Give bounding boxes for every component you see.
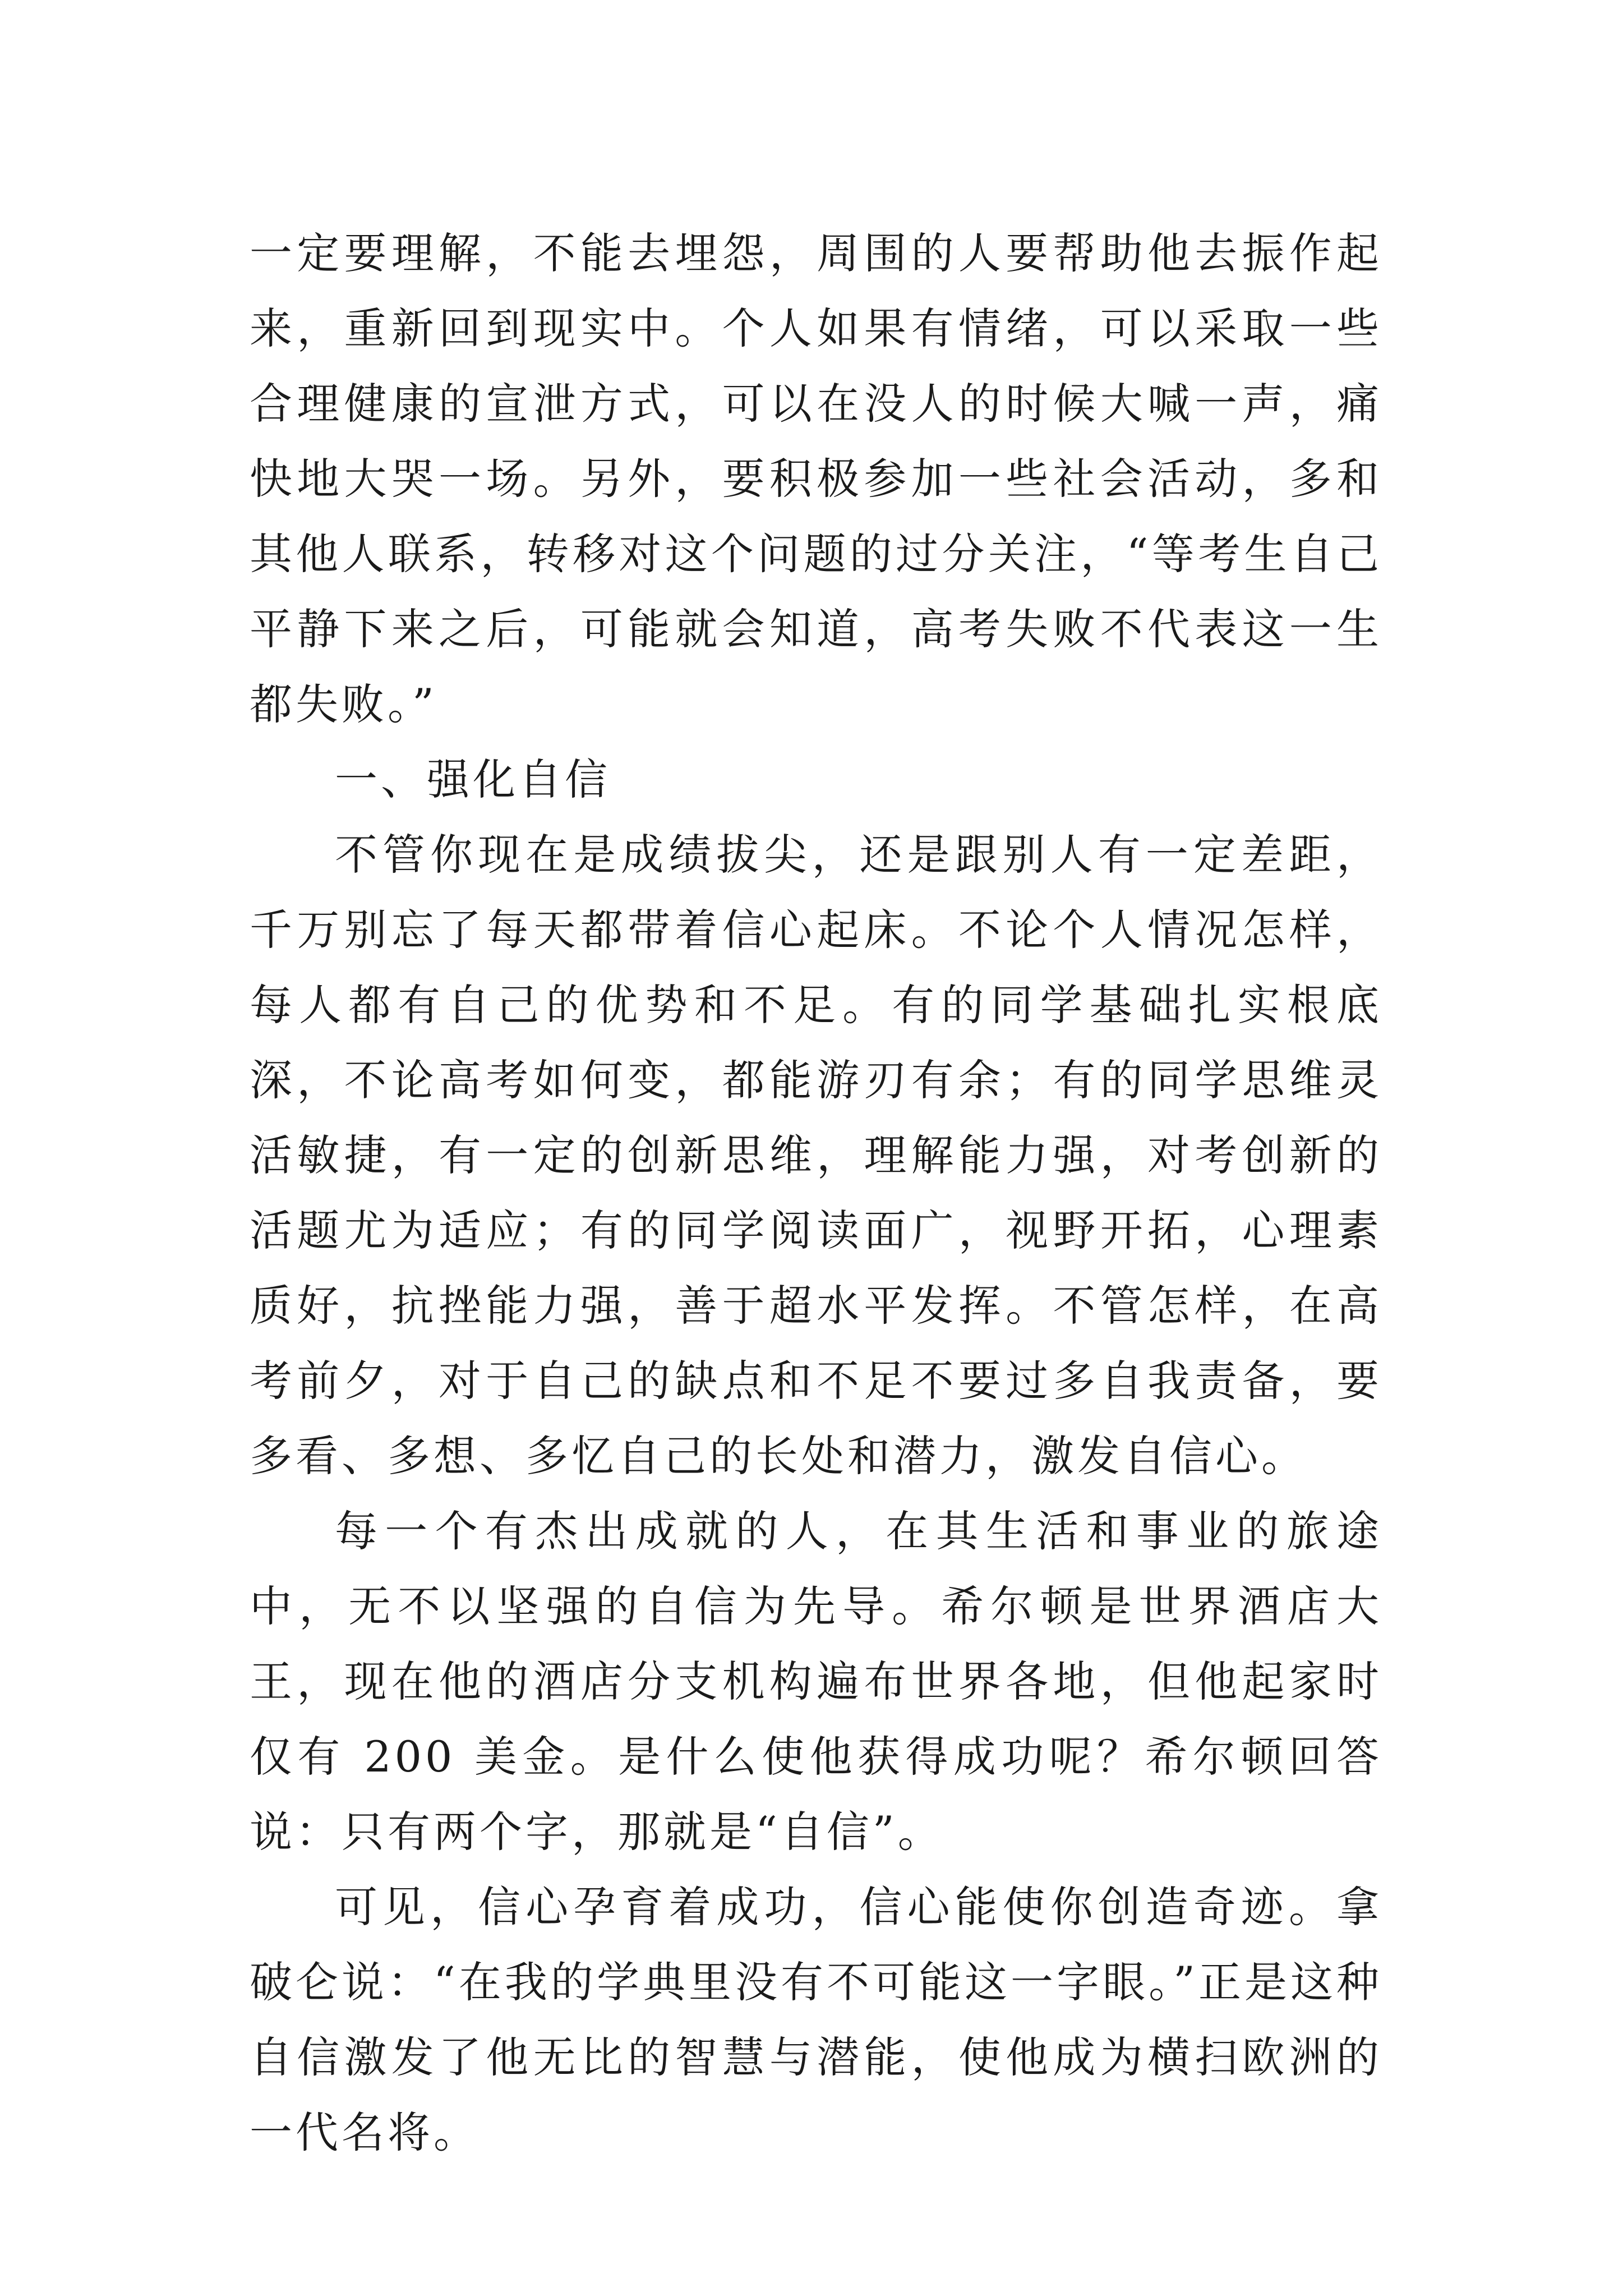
document-body	[250, 216, 1382, 2170]
paragraph-4: 可见，信心孕育着成功，信心能使你创造奇迹。拿破仑说：“在我的学典里没有不可能这一字眼。”正是这种自信激发了他无比的智慧与潜能，使他成为横扫欧洲的一代名将。	[250, 1882, 1382, 2157]
paragraph-1: 一定要理解，不能去埋怨，周围的人要帮助他去振作起来，重新回到现实中。个人如果有情绪，可以采取一些合理健康的宣泄方式，可以在没人的时候大喊一声，痛快地大哭一场。另外，要积极参加一些社会活动，多和其他人联系，转移对这个问题的过分关注，“等考生自己平静下来之后，可能就会知道，高考失败不代表这一生都失败。”	[250, 228, 1382, 729]
section-heading: 一、强化自信	[335, 754, 611, 804]
paragraph-3: 每一个有杰出成就的人，在其生活和事业的旅途中，无不以坚强的自信为先导。希尔顿是世界酒店大王，现在他的酒店分支机构遍布世界各地，但他起家时仅有 200 美金。是什么使他获得成功呢？希尔顿回答说：只有两个字，那就是“自信”。	[250, 1506, 1382, 1857]
paragraph-2: 不管你现在是成绩拔尖，还是跟别人有一定差距，千万别忘了每天都带着信心起床。不论个人情况怎样，每人都有自己的优势和不足。有的同学基础扎实根底深，不论高考如何变，都能游刃有余；有的同学思维灵活敏捷，有一定的创新思维，理解能力强，对考创新的活题尤为适应；有的同学阅读面广，视野开拓，心理素质好，抗挫能力强，善于超水平发挥。不管怎样，在高考前夕，对于自己的缺点和不足不要过多自我责备，要多看、多想、多忆自己的长处和潜力，激发自信心。	[250, 830, 1382, 1481]
